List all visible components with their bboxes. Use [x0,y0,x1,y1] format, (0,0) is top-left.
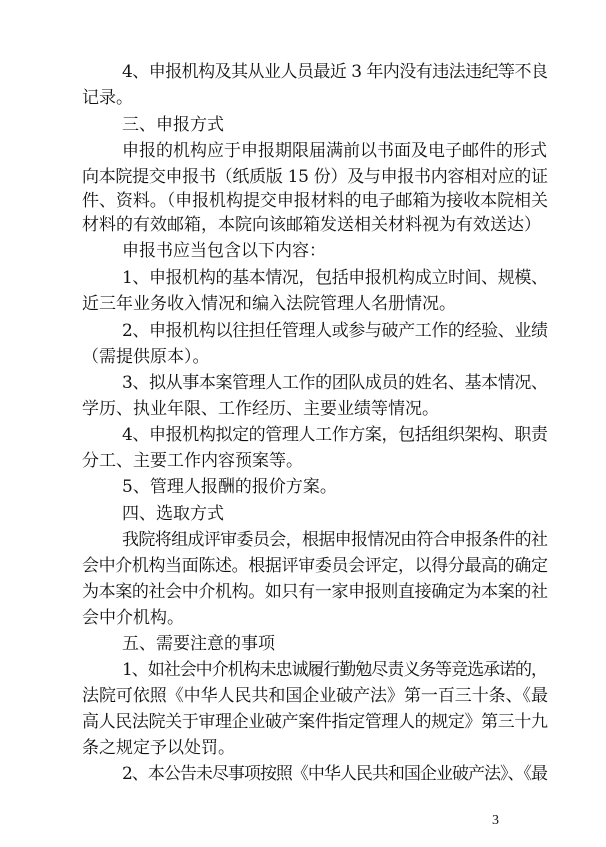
page-number: 3 [492,813,499,828]
text-line: 记录。 [82,88,133,108]
text-line: 分工、主要工作内容预案等。 [82,451,303,471]
text-line: 近三年业务收入情况和编入法院管理人名册情况。 [82,294,456,314]
text-line: 2、本公告未尽事项按照《中华人民共和国企业破产法》、《最 [122,764,547,784]
text-line: 法院可依照《中华人民共和国企业破产法》第一百三十条、《最 [82,686,548,706]
section-heading: 四、选取方式 [122,504,224,524]
text-line: 高人民法院关于审理企业破产案件指定管理人的规定》第三十九 [82,712,548,732]
text-line: 5、管理人报酬的报价方案。 [122,477,337,497]
section-heading: 三、申报方式 [122,115,224,135]
text-line: 件、资料。（申报机构提交申报材料的电子邮箱为接收本院相关 [82,191,548,211]
text-line: 会中介机构。 [82,608,184,628]
text-line: 为本案的社会中介机构。如只有一家申报则直接确定为本案的社 [82,582,548,602]
text-line: 2、申报机构以往担任管理人或参与破产工作的经验、业绩 [122,321,548,341]
text-line: 1、如社会中介机构未忠诚履行勤勉尽责义务等竞选承诺的， [122,660,547,680]
text-line: 材料的有效邮箱，本院向该邮箱发送相关材料视为有效送达） [82,215,541,235]
text-line: 申报的机构应于申报期限届满前以书面及电子邮件的形式 [122,141,547,161]
text-line: （需提供原本）。 [82,347,210,367]
text-line: 学历、执业年限、工作经历、主要业绩等情况。 [82,399,439,419]
text-line: 条之规定予以处罚。 [82,738,235,758]
text-line: 申报书应当包含以下内容： [122,241,326,261]
text-line: 4、申报机构及其从业人员最近 3 年内没有违法违纪等不良 [122,62,548,82]
text-line: 1、申报机构的基本情况，包括申报机构成立时间、规模、 [122,268,548,288]
text-line: 我院将组成评审委员会，根据申报情况由符合申报条件的社 [122,530,548,550]
text-line: 会中介机构当面陈述。根据评审委员会评定，以得分最高的确定 [82,556,548,576]
text-line: 向本院提交申报书（纸质版 15 份）及与申报书内容相对应的证 [82,167,548,187]
text-line: 3、拟从事本案管理人工作的团队成员的姓名、基本情况、 [122,373,548,393]
section-heading: 五、需要注意的事项 [122,634,275,654]
text-line: 4、申报机构拟定的管理人工作方案，包括组织架构、职责 [122,425,548,445]
